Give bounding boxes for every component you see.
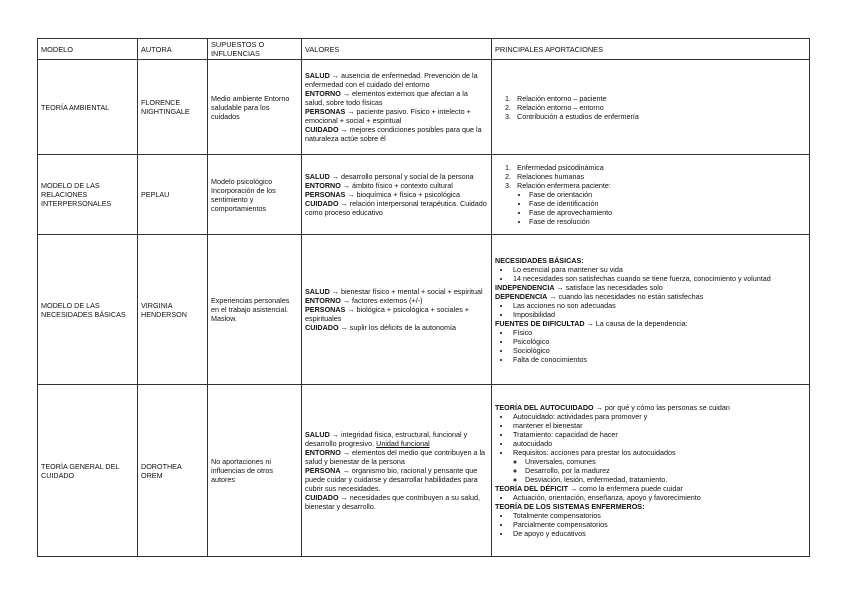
aportaciones-cell — [492, 155, 810, 235]
list-item: • 14 necesidades son satisfechas cuando se tiene fuerza, conocimiento y voluntad — [511, 274, 806, 283]
list-item: • Imposibilidad — [511, 310, 806, 319]
autora-cell: FLORENCE NIGHTINGALE — [138, 60, 208, 155]
models-table — [37, 38, 810, 557]
list-item: • Tratamiento: capacidad de hacer — [511, 430, 806, 439]
list-item: ◦ Desviación, lesión, enfermedad, tratamiento. — [525, 475, 806, 484]
supuestos-cell: No aportaciones ni influencias de otros autores — [208, 385, 302, 557]
header-modelo: MODELO — [38, 39, 138, 60]
list-item: • Falta de conocimientos — [511, 355, 806, 364]
modelo-cell: MODELO DE LAS RELACIONES INTERPERSONALES — [38, 155, 138, 235]
list-item: • Parcialmente compensatorios — [511, 520, 806, 529]
valores-cell: SALUD → desarrollo personal y social de la persona ENTORNO → ámbito físico + contexto cultural PERSONAS → bioquímica + física + psicológica CUIDADO → relación interpersonal terapéutica. Cuidado como proceso educativo — [302, 155, 492, 235]
list-item: • De apoyo y educativos — [511, 529, 806, 538]
aportaciones-cell: NECESIDADES BÁSICAS: • Lo esencial para mantener su vida • 14 necesidades son satisfechas cuando se tiene fuerza, conocimiento y voluntad INDEPENDENCIA → satisface las necesidades solo DEPENDENCIA → cuando las necesidades no están satisfechas • Las acciones no son adecuadas • Imposibilidad FUENTES DE DIFICULTAD → La causa de la dependencia: • Físico • Psicológico • Sociológico • Falta de conocimientos — [492, 235, 810, 385]
aportaciones-cell: TEORÍA DEL AUTOCUIDADO → por qué y cómo las personas se cuidan • Autocuidado: actividades para promover y • mantener el bienestar • Tratamiento: capacidad de hacer • autocuidado • Requisitos: acciones para prestar los autocuidados ◦ Universales, comunes ◦ Desarrollo, por la madurez ◦ Desviación, lesión, enfermedad, tratamiento. TEORÍA DEL DÉFICIT → como la enfermera puede cuidar • Actuación, orientación, enseñanza, apoyo y favorecimiento TEORÍA DE LOS SISTEMAS ENFERMEROS: • Totalmente compensatorios • Parcialmente compensatorios • De apoyo y educativos — [492, 385, 810, 557]
table-row — [38, 385, 810, 557]
table-row — [38, 155, 810, 235]
header-supuestos: SUPUESTOS O INFLUENCIAS — [208, 39, 302, 60]
valores-cell: SALUD → bienestar físico + mental + social + espiritual ENTORNO → factores externos (+/-) PERSONAS → biológica + psicológica + sociales + espirituales CUIDADO → suplir los déficits de la autonomía — [302, 235, 492, 385]
supuestos-cell: Medio ambiente Entorno saludable para los cuidados — [208, 60, 302, 155]
list-item: • Las acciones no son adecuadas — [511, 301, 806, 310]
list-item: 1. Relación entorno – paciente — [513, 94, 806, 103]
list-item: • Fase de identificación — [529, 199, 806, 208]
modelo-cell: TEORÍA GENERAL DEL CUIDADO — [38, 385, 138, 557]
list-item: • Fase de resolución — [529, 217, 806, 226]
list-item: • Psicológico — [511, 337, 806, 346]
table-row — [38, 235, 810, 385]
list-item: 3. Relación enfermera paciente: — [513, 181, 806, 190]
autora-cell: PEPLAU — [138, 155, 208, 235]
list-item: • autocuidado — [511, 439, 806, 448]
header-row — [38, 39, 810, 60]
autora-cell: VIRGINIA HENDERSON — [138, 235, 208, 385]
list-item: • Actuación, orientación, enseñanza, apoyo y favorecimiento — [511, 493, 806, 502]
supuestos-cell: Experiencias personales en el trabajo asistencial. Maslow. — [208, 235, 302, 385]
valores-cell: SALUD → ausencia de enfermedad. Prevención de la enfermedad con el cuidado del entorno ENTORNO → elementos externos que afectan a la salud, sobre todo físicas PERSONAS → paciente pasivo. Físico + intelecto + emocional + social + espiritual CUIDADO → mejores condiciones posibles para que la naturaleza actúe sobre él — [302, 60, 492, 155]
list-item: 3. Contribución a estudios de enfermería — [513, 112, 806, 121]
header-valores: VALORES — [302, 39, 492, 60]
header-autora: AUTORA — [138, 39, 208, 60]
header-aportaciones: PRINCIPALES APORTACIONES — [492, 39, 810, 60]
list-item: • Físico — [511, 328, 806, 337]
list-item: • mantener el bienestar — [511, 421, 806, 430]
list-item: ◦ Desarrollo, por la madurez — [525, 466, 806, 475]
list-item: 1. Enfermedad psicodinámica — [513, 163, 806, 172]
list-item: ◦ Universales, comunes — [525, 457, 806, 466]
list-item: • Totalmente compensatorios — [511, 511, 806, 520]
list-item: • Requisitos: acciones para prestar los autocuidados — [511, 448, 806, 457]
table-row — [38, 60, 810, 155]
autora-cell: DOROTHEA OREM — [138, 385, 208, 557]
list-item: • Fase de orientación — [529, 190, 806, 199]
list-item: • Lo esencial para mantener su vida — [511, 265, 806, 274]
list-item: • Sociológico — [511, 346, 806, 355]
aportaciones-cell — [492, 60, 810, 155]
modelo-cell: TEORÍA AMBIENTAL — [38, 60, 138, 155]
list-item: 2. Relación entorno – entorno — [513, 103, 806, 112]
list-item: • Fase de aprovechamiento — [529, 208, 806, 217]
list-item: • Autocuidado: actividades para promover y — [511, 412, 806, 421]
modelo-cell: MODELO DE LAS NECESIDADES BÁSICAS — [38, 235, 138, 385]
valores-cell: SALUD → integridad física, estructural, funcional y desarrollo progresivo. Unidad funcional ENTORNO → elementos del medio que contribuyen a la salud y bienestar de la persona PERSONA → organismo bio, racional y pensante que puede cuidar y cuidarse y desarrollar habilidades para cubrir sus necesidades. CUIDADO → necesidades que contribuyen a su salud, bienestar y desarrollo. — [302, 385, 492, 557]
list-item: 2. Relaciones humanas — [513, 172, 806, 181]
supuestos-cell: Modelo psicológico Incorporación de los sentimiento y comportamientos — [208, 155, 302, 235]
